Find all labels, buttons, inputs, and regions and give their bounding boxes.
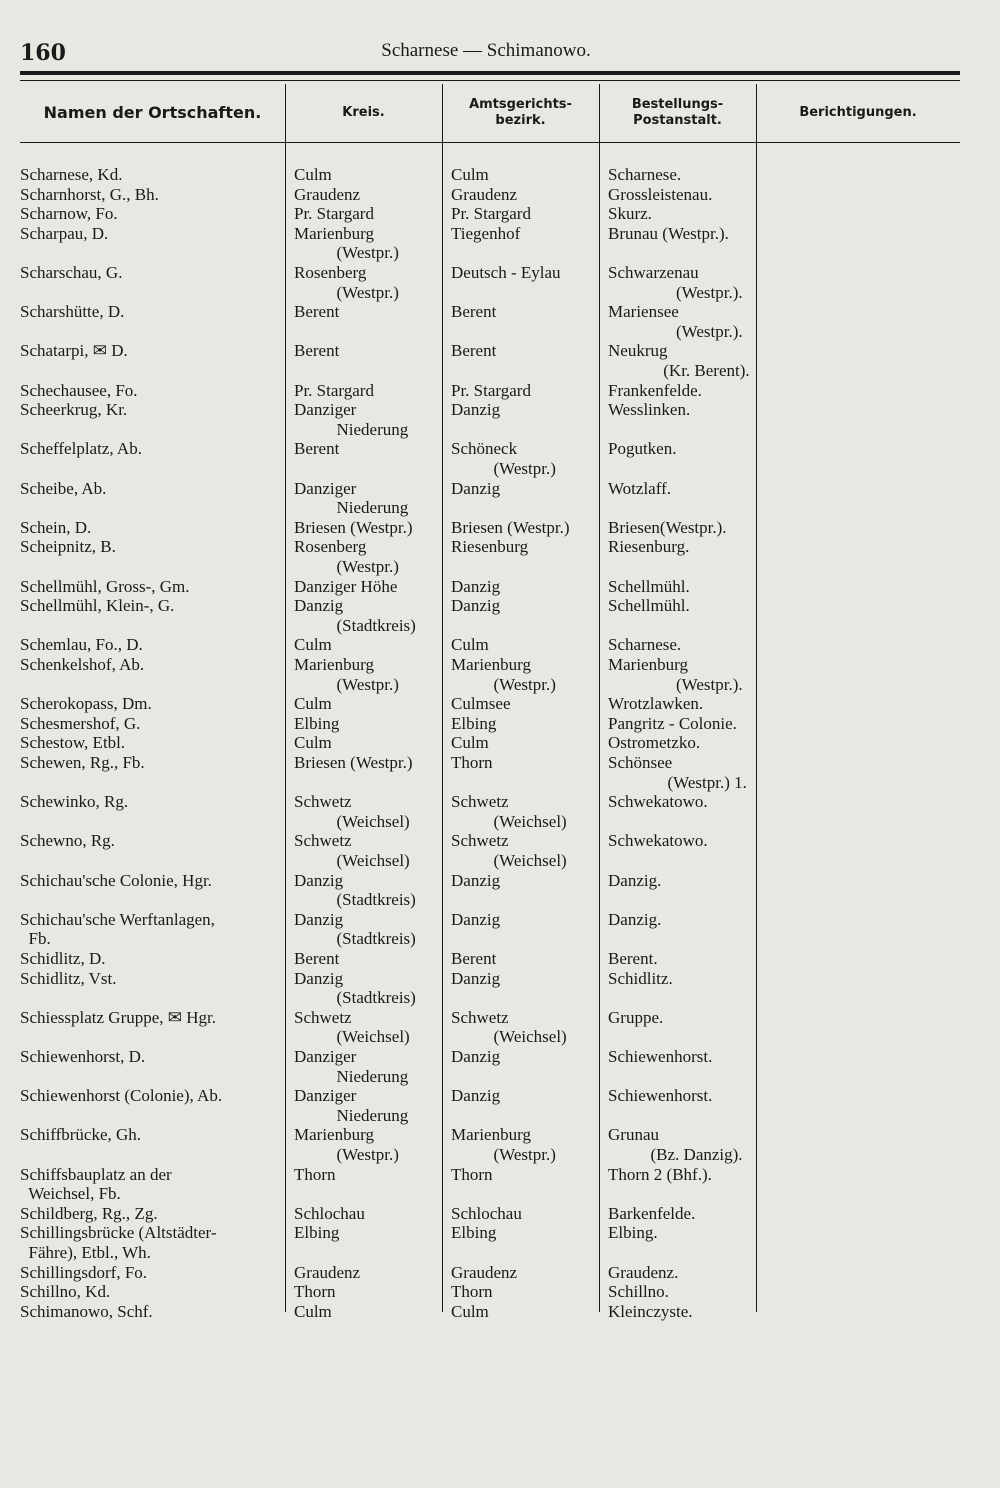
place-name: Schidlitz, Vst. [20, 968, 117, 988]
kreis-cell: Elbing [294, 1223, 340, 1243]
post-cell: Grossleistenau. [608, 184, 713, 204]
kreis-cell: Danziger Niederung [294, 1086, 409, 1125]
post-cell: Grunau (Bz. Danzig). [608, 1125, 743, 1164]
post-cell: Schidlitz. [608, 968, 673, 988]
post-cell: Frankenfelde. [608, 380, 702, 400]
amt-cell: Culm [451, 165, 489, 184]
amt-cell: Culm [451, 635, 489, 655]
page-number: 160 [20, 40, 66, 66]
amt-cell: Culm [451, 1301, 489, 1321]
post-cell: Elbing. [608, 1223, 658, 1243]
kreis-cell: Schlochau [294, 1203, 365, 1223]
kreis-cell: Schwetz (Weichsel) [294, 1007, 410, 1047]
post-cell: Schellmühl. [608, 576, 690, 596]
place-name: Schichau'sche Werftanlagen, Fb. [20, 909, 215, 949]
post-cell: Wotzlaff. [608, 478, 671, 498]
amt-cell: Schöneck (Westpr.) [451, 439, 556, 478]
place-name: Schiffbrücke, Gh. [20, 1125, 142, 1145]
post-cell: Barkenfelde. [608, 1203, 696, 1223]
amt-cell: Pr. Stargard [451, 380, 531, 400]
kreis-cell: Briesen (Westpr.) [294, 517, 413, 537]
kreis-cell: Culm [294, 733, 332, 753]
post-cell: Danzig. [608, 909, 662, 929]
place-name: Scharnhorst, G., Bh. [20, 184, 159, 204]
kreis-cell: Marienburg (Westpr.) [294, 223, 399, 263]
amt-cell: Danzig [451, 478, 501, 498]
kreis-cell: Berent [294, 341, 340, 361]
post-cell: Wrotzlawken. [608, 694, 704, 714]
place-name: Schillingsbrücke (Altstädter- Fähre), Etbl., Wh. [20, 1223, 217, 1262]
amt-cell: Schwetz (Weichsel) [451, 1007, 567, 1047]
post-cell: Pogutken. [608, 439, 677, 459]
amt-cell: Culm [451, 733, 489, 753]
place-name: Schildberg, Rg., Zg. [20, 1203, 158, 1223]
place-name: Scheibe, Ab. [20, 478, 107, 498]
kreis-cell: Thorn [294, 1282, 336, 1302]
amt-cell: Danzig [451, 596, 501, 616]
post-cell: Schwekatowo. [608, 792, 708, 812]
post-cell: Gruppe. [608, 1007, 664, 1027]
kreis-cell: Culm [294, 694, 332, 714]
place-name: Schichau'sche Colonie, Hgr. [20, 870, 212, 890]
amt-cell: Thorn [451, 1282, 493, 1302]
kreis-cell: Marienburg (Westpr.) [294, 655, 399, 694]
post-cell: Danzig. [608, 870, 662, 890]
amt-cell: Berent [451, 949, 497, 968]
post-cell: Riesenburg. [608, 537, 690, 557]
amt-cell: Elbing [451, 1223, 497, 1243]
place-name: Scharshütte, D. [20, 302, 125, 322]
running-head: Scharnese — Schimanowo. [381, 40, 591, 61]
amt-cell: Culmsee [451, 694, 511, 714]
place-name: Scharnese, Kd. [20, 165, 123, 184]
amt-cell: Danzig [451, 909, 501, 929]
place-name: Scheerkrug, Kr. [20, 400, 128, 420]
kreis-cell: Schwetz (Weichsel) [294, 792, 410, 831]
place-name: Scharnow, Fo. [20, 204, 118, 224]
place-name: Schewno, Rg. [20, 831, 115, 851]
place-name: Schiffsbauplatz an der Weichsel, Fb. [20, 1164, 172, 1204]
column-header-name: Namen der Ortschaften. [43, 103, 262, 122]
amt-cell: Elbing [451, 713, 497, 733]
kreis-cell: Danziger Niederung [294, 478, 409, 518]
place-name: Schiessplatz Gruppe, ✉ Hgr. [20, 1007, 217, 1027]
kreis-cell: Danziger Niederung [294, 400, 409, 439]
post-cell: Thorn 2 (Bhf.). [608, 1164, 712, 1184]
post-cell: Ostrometzko. [608, 733, 701, 753]
kreis-cell: Thorn [294, 1164, 336, 1184]
place-name: Schein, D. [20, 517, 92, 537]
post-cell: Graudenz. [608, 1262, 679, 1282]
place-name: Scharpau, D. [20, 223, 109, 243]
amt-cell: Marienburg (Westpr.) [451, 655, 556, 694]
post-cell: Schiewenhorst. [608, 1086, 713, 1106]
kreis-cell: Danzig (Stadtkreis) [294, 596, 416, 635]
post-cell: Scharnese. [608, 165, 682, 184]
amt-cell: Danzig [451, 400, 501, 420]
place-name: Schellmühl, Klein-, G. [20, 596, 175, 616]
amt-cell: Danzig [451, 870, 501, 890]
amt-cell: Danzig [451, 1047, 501, 1066]
kreis-cell: Briesen (Westpr.) [294, 753, 413, 772]
post-cell: Scharnese. [608, 635, 682, 655]
amt-cell: Briesen (Westpr.) [451, 517, 570, 537]
amt-cell: Pr. Stargard [451, 204, 531, 224]
column-header-postanstalt: Bestellungs- Postanstalt. [631, 97, 724, 128]
kreis-cell: Danzig (Stadtkreis) [294, 909, 416, 949]
kreis-cell: Berent [294, 439, 340, 459]
kreis-cell: Culm [294, 165, 332, 184]
post-cell: Kleinczyste. [608, 1301, 693, 1321]
kreis-cell: Danzig (Stadtkreis) [294, 968, 416, 1008]
place-name: Schechausee, Fo. [20, 380, 138, 400]
column-header-amtsgericht: Amtsgerichts- bezirk. [469, 97, 572, 128]
amt-cell: Marienburg (Westpr.) [451, 1125, 556, 1164]
amt-cell: Danzig [451, 968, 501, 988]
place-name: Schenkelshof, Ab. [20, 655, 145, 674]
amt-cell: Graudenz [451, 1262, 518, 1282]
post-cell: Skurz. [608, 204, 652, 224]
kreis-cell: Rosenberg (Westpr.) [294, 263, 399, 302]
kreis-cell: Schwetz (Weichsel) [294, 831, 410, 870]
kreis-cell: Graudenz [294, 184, 361, 204]
kreis-cell: Marienburg (Westpr.) [294, 1125, 399, 1164]
place-name: Scharschau, G. [20, 263, 123, 282]
kreis-cell: Graudenz [294, 1262, 361, 1282]
amt-cell: Graudenz [451, 184, 518, 204]
amt-cell: Schwetz (Weichsel) [451, 792, 567, 831]
place-name: Schewen, Rg., Fb. [20, 753, 145, 772]
amt-cell: Danzig [451, 1086, 501, 1106]
post-cell: Neukrug (Kr. Berent). [608, 341, 750, 380]
place-name: Schiewenhorst, D. [20, 1047, 146, 1066]
post-cell: Schönsee (Westpr.) 1. [608, 753, 747, 792]
post-cell: Marienburg (Westpr.). [608, 655, 743, 694]
kreis-cell: Elbing [294, 713, 340, 733]
post-cell: Berent. [608, 949, 658, 968]
amt-cell: Berent [451, 302, 497, 322]
amt-cell: Thorn [451, 1164, 493, 1184]
amt-cell: Danzig [451, 576, 501, 596]
kreis-cell: Culm [294, 635, 332, 655]
post-cell: Schiewenhorst. [608, 1047, 713, 1066]
column-header-berichtigungen: Berichtigungen. [799, 105, 917, 120]
place-name: Schimanowo, Schf. [20, 1301, 153, 1321]
place-name: Schiewenhorst (Colonie), Ab. [20, 1086, 223, 1106]
place-name: Schesmershof, G. [20, 713, 141, 733]
kreis-cell: Danziger Höhe [294, 576, 398, 596]
post-cell: Brunau (Westpr.). [608, 223, 729, 243]
amt-cell: Schwetz (Weichsel) [451, 831, 567, 870]
kreis-cell: Pr. Stargard [294, 380, 374, 400]
place-name: Scheffelplatz, Ab. [20, 439, 142, 459]
place-name: Schestow, Etbl. [20, 733, 126, 753]
place-name: Scheipnitz, B. [20, 537, 116, 557]
column-header-kreis: Kreis. [342, 105, 385, 120]
place-name: Schillno, Kd. [20, 1282, 111, 1302]
post-cell: Schellmühl. [608, 596, 690, 616]
place-name: Schemlau, Fo., D. [20, 635, 143, 655]
kreis-cell: Danzig (Stadtkreis) [294, 870, 416, 910]
post-cell: Mariensee (Westpr.). [608, 302, 743, 341]
kreis-cell: Pr. Stargard [294, 204, 374, 224]
amt-cell: Tiegenhof [451, 223, 521, 243]
post-cell: Schwekatowo. [608, 831, 708, 851]
amt-cell: Riesenburg [451, 537, 529, 557]
amt-cell: Deutsch - Eylau [451, 263, 561, 282]
kreis-cell: Culm [294, 1301, 332, 1321]
post-cell: Pangritz - Colonie. [608, 713, 737, 733]
place-name: Schidlitz, D. [20, 949, 106, 968]
post-cell: Briesen(Westpr.). [608, 517, 727, 537]
post-cell: Schwarzenau (Westpr.). [608, 263, 743, 302]
place-name: Schatarpi, ✉ D. [20, 341, 128, 361]
kreis-cell: Berent [294, 949, 340, 968]
place-name: Schewinko, Rg. [20, 792, 129, 812]
place-name: Scherokopass, Dm. [20, 694, 152, 714]
kreis-cell: Rosenberg (Westpr.) [294, 537, 399, 576]
amt-cell: Thorn [451, 753, 493, 772]
place-name: Schillingsdorf, Fo. [20, 1262, 148, 1282]
kreis-cell: Danziger Niederung [294, 1047, 409, 1086]
kreis-cell: Berent [294, 302, 340, 322]
place-name: Schellmühl, Gross-, Gm. [20, 576, 190, 596]
amt-cell: Schlochau [451, 1203, 522, 1223]
amt-cell: Berent [451, 341, 497, 361]
post-cell: Wesslinken. [608, 400, 691, 420]
post-cell: Schillno. [608, 1282, 669, 1302]
